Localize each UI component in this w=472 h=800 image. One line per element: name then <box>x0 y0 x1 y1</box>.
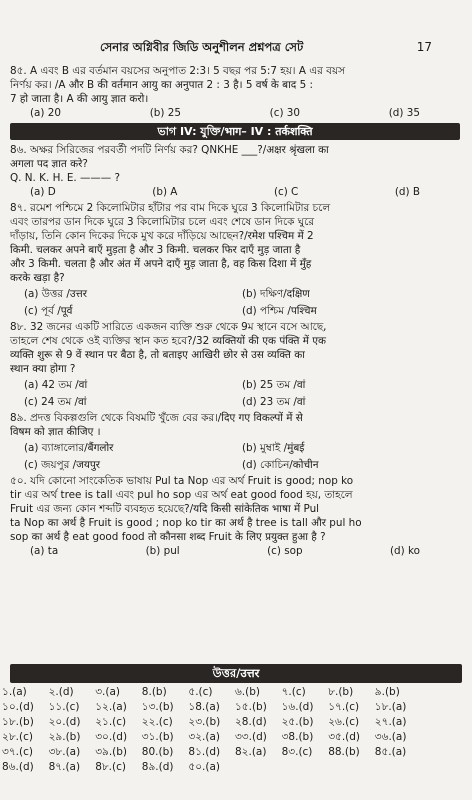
answer-item <box>235 760 282 775</box>
answer-item: ১৩.(b) <box>141 701 174 713</box>
option: (d) 23 তম /वां <box>242 396 306 408</box>
answer-item: ২.(d) <box>48 686 74 698</box>
answer-item: 8৩.(c) <box>281 746 313 758</box>
question-text: विषम को ज्ञात कीजिए । <box>10 426 101 438</box>
option: (a) উত্তর /उत्तर <box>24 288 87 300</box>
question-49 <box>10 411 460 472</box>
question-50 <box>10 474 460 558</box>
question-45 <box>10 64 460 120</box>
question-text: अगला पद ज्ञात करे? <box>10 158 88 170</box>
question-text: tir এর অর্থ tree is tall এবং pul ho sop এর অর্থ eat good food হয়, তাহলে <box>10 489 353 501</box>
option: (b) 25 তম /वां <box>242 379 306 391</box>
question-text: 8৭. রমেশ পশ্চিমে 2 কিলোমিটার হাঁটার পর বাম দিকে ঘুরে 3 কিলোমিটার চলে <box>10 202 331 214</box>
answer-item: ২৮.(c) <box>2 731 33 743</box>
answer-item <box>421 760 468 775</box>
answer-item: ৩১.(b) <box>141 731 174 743</box>
options-row <box>10 185 460 199</box>
option: (c) পূর্ব /पूर्व <box>24 305 73 317</box>
option: (b) A <box>152 186 178 198</box>
option: (a) 42 তম /वां <box>24 379 88 391</box>
answer-item: ২১.(c) <box>95 716 127 728</box>
question-46 <box>10 143 460 199</box>
answer-item: ৮.(b) <box>328 686 354 698</box>
answer-item: ১০.(d) <box>2 701 34 713</box>
answer-item: ২৫.(b) <box>281 716 314 728</box>
question-text: 8৮. 32 জনের একটি সারিতে একজন ব্যক্তি শুরু থেকে 9ম স্থানে বসে আছে, <box>10 321 327 333</box>
options-grid <box>10 378 460 409</box>
answer-item: ১৮.(a) <box>374 701 407 713</box>
answer-item: ১৮.(b) <box>2 716 34 728</box>
question-text: নির্ণয় কর। /A और B की वर्तमान आयु का अनुपात 2 : 3 है। 5 वर्ष के बाद 5 : <box>10 79 314 91</box>
answer-item: ১.(a) <box>2 686 27 698</box>
answer-item: 80.(b) <box>141 746 174 758</box>
option: (c) sop <box>267 545 303 557</box>
answer-item: ২৩.(b) <box>188 716 221 728</box>
answer-item: ৬.(b) <box>234 686 261 698</box>
page-header <box>60 40 442 58</box>
answer-item: ২০.(d) <box>48 716 81 728</box>
answer-item: 8৬.(d) <box>2 761 34 773</box>
options-grid <box>10 287 460 318</box>
question-text: ৫০. যদি কোনো সাংকেতিক ভাষায় Pul ta Nop এর অর্থ Fruit is good; nop ko <box>10 475 354 487</box>
answer-item <box>282 760 329 775</box>
answer-item: ৩8.(b) <box>281 731 314 743</box>
answer-item: 8৯.(d) <box>141 761 174 773</box>
option: (c) জয়পুর /जयपुर <box>24 459 101 471</box>
answer-item: ২৭.(a) <box>374 716 407 728</box>
answer-item: ৩০.(d) <box>95 731 128 743</box>
answer-item: 8১.(d) <box>188 746 221 758</box>
question-text: करके खड़ा है? <box>10 272 65 284</box>
answer-item: ৩৮.(a) <box>48 746 81 758</box>
answer-item: 8৭.(a) <box>48 761 81 773</box>
option: (a) ta <box>30 545 59 557</box>
question-text: 7 हो जाता है। A की आयु ज्ञात करो। <box>10 93 149 105</box>
answer-item: ৩৫.(d) <box>328 731 361 743</box>
question-text: 8৬. অক্ষর সিরিজের পরবর্তী পদটি নির্ণয় কর? QNKHE ___?/अक्षर श्रृंखला का <box>10 144 329 156</box>
option: (c) 30 <box>269 107 301 119</box>
answer-item: ৫০.(a) <box>188 761 220 773</box>
question-text: व्यक्ति शुरू से 9 वें स्थान पर बैठा है, तो बताइए आखिरी छोर से उस व्यक्ति का <box>10 349 305 361</box>
question-text: তাহলে শেষ থেকে ওই ব্যক্তির স্থান কত হবে?/32 व्यक्तियों की एक पंक्ति में एक <box>10 335 326 347</box>
question-text: और 3 किमी. चलता है और अंत में अपने दाएँ मुड़ जाता है, वह किस दिशा में मुँह <box>10 258 312 270</box>
answer-item <box>421 685 468 700</box>
answer-item: 88.(b) <box>328 746 360 758</box>
question-text: Q. N. K. H. E. ——— ? <box>10 172 120 184</box>
answer-item <box>421 745 468 760</box>
answer-item <box>328 760 375 775</box>
page-number: 17 <box>416 40 432 54</box>
option: (d) B <box>394 186 420 198</box>
answer-item <box>421 715 468 730</box>
page-title: সেনার অগ্নিবীর জিডি অনুশীলন প্রশ্নপত্র সেট <box>100 40 304 54</box>
question-content <box>10 64 460 560</box>
answer-item <box>375 760 422 775</box>
question-47 <box>10 201 460 318</box>
answer-item: ১১.(c) <box>48 701 80 713</box>
answer-item: ৯.(b) <box>374 686 400 698</box>
answer-key <box>0 664 472 775</box>
option: (c) 24 তম /वां <box>24 396 87 408</box>
question-text: sop का अर्थ है eat good food तो कौनसा शब्द Fruit के लिए प्रयुक्त हुआ है ? <box>10 531 326 543</box>
question-text: ta Nop का अर्थ है Fruit is good ; nop ko tir का अर्थ है tree is tall और pul ho <box>10 517 362 529</box>
answer-item: ১২.(a) <box>95 701 127 713</box>
answer-item: ২৯.(b) <box>48 731 81 743</box>
option: (d) 35 <box>388 107 420 119</box>
question-text: 8৯. প্রদত্ত বিকল্পগুলি থেকে বিষমটি খুঁজে বের কর।/दिए गए विकल्पों में से <box>10 412 303 424</box>
options-row <box>10 106 460 120</box>
option: (d) পশ্চিম /पश्चिम <box>242 305 317 317</box>
answer-item: ১৬.(d) <box>281 701 314 713</box>
options-row <box>10 544 460 558</box>
answer-item: 8৫.(a) <box>374 746 407 758</box>
answer-item: ৭.(c) <box>281 686 306 698</box>
question-text: स्थान क्या होगा ? <box>10 363 76 375</box>
answer-item: ২8.(d) <box>234 716 267 728</box>
answer-item: ১8.(a) <box>188 701 220 713</box>
option: (b) মুম্বাই /मुंबई <box>242 442 305 454</box>
option: (b) দক্ষিণ/दक्षिण <box>242 288 310 300</box>
question-48 <box>10 320 460 409</box>
answer-item: 8৮.(c) <box>95 761 126 773</box>
question-text: Fruit এর জন্য কোন শব্দটি ব্যবহৃত হয়েছে?/यदि किसी सांकेतिक भाषा में Pul <box>10 503 320 515</box>
option: (b) pul <box>145 545 180 557</box>
section-band: ভাগ IV: যুক্তি/भाग– IV : तर्कशक्ति <box>10 123 460 140</box>
option: (c) C <box>273 186 299 198</box>
options-grid <box>10 441 460 472</box>
answer-item: ৩৩.(d) <box>234 731 267 743</box>
answer-item <box>421 730 468 745</box>
question-text: এবং তারপর ডান দিকে ঘুরে 3 কিলোমিটার চলে এবং শেষে ডান দিকে ঘুরে <box>10 216 315 228</box>
answer-grid <box>0 685 472 775</box>
option: (a) D <box>30 186 56 198</box>
answer-item: ৫.(c) <box>188 686 213 698</box>
option: (a) 20 <box>30 107 61 119</box>
answer-item: ৩.(a) <box>95 686 120 698</box>
answer-item <box>421 700 468 715</box>
answer-item: ১৭.(c) <box>328 701 360 713</box>
answer-item: 8২.(a) <box>234 746 267 758</box>
option: (d) কোচিন/कोचीन <box>242 459 319 471</box>
option: (b) 25 <box>149 107 181 119</box>
answer-item: 8.(b) <box>141 686 167 698</box>
answer-item: ২২.(c) <box>141 716 173 728</box>
answer-item: ৩২.(a) <box>188 731 221 743</box>
option: (a) ব্যাঙ্গালোর/बैंगलोर <box>24 442 114 454</box>
answer-item: ২৬.(c) <box>328 716 360 728</box>
option: (d) ko <box>389 545 420 557</box>
question-text: 8৫. A এবং B এর বর্তমান বয়সের অনুপাত 2:3। 5 বছর পর 5:7 হয়। A এর বয়স <box>10 65 345 77</box>
answer-item: ৩৭.(c) <box>2 746 33 758</box>
question-text: किमी. चलकर अपने बाएँ मुड़ता है और 3 किमी. चलकर फिर दाएँ मुड़ जाता है <box>10 244 301 256</box>
question-text: দাঁড়ায়, তিনি কোন দিকের দিকে মুখ করে দাঁড়িয়ে আছেন?/रमेश पश्चिम में 2 <box>10 230 314 242</box>
answer-item: ৩৬.(a) <box>374 731 407 743</box>
answer-key-band: উত্তর/उत्तर <box>10 664 462 683</box>
answer-item: ১৫.(b) <box>234 701 267 713</box>
answer-item: ৩৯.(b) <box>95 746 128 758</box>
